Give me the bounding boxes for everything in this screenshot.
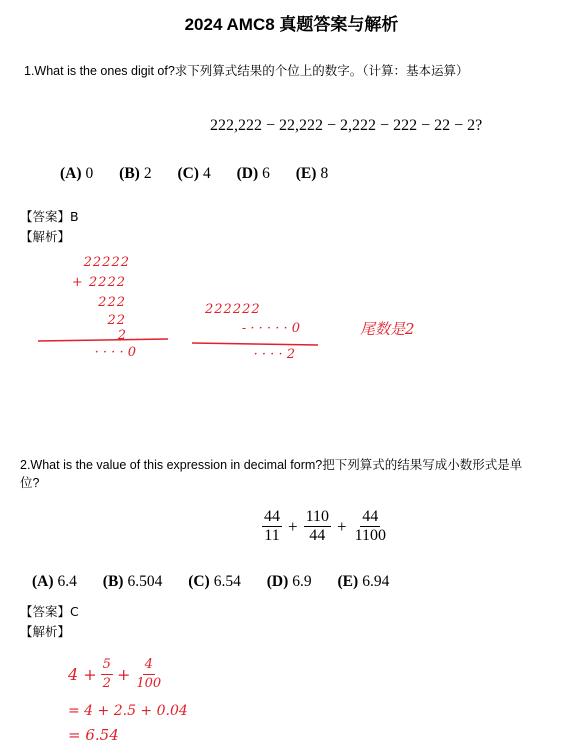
q1-work-line-5: 2: [117, 328, 126, 343]
q2-text-line-1: 2.What is the value of this expression in decimal form?把下列算式的结果写成小数形式是单: [20, 458, 523, 472]
q1-work-line-4: 22: [107, 313, 126, 328]
q1-work-line-6: · · · · 0: [94, 345, 136, 360]
q1-choice-e: (E) 8: [295, 165, 329, 182]
q1-work-line-1: 22222: [83, 255, 130, 270]
q1-choice-c: (C) 4: [177, 165, 211, 182]
q2-plus-1: +: [288, 516, 298, 536]
q2-text: [20, 456, 570, 492]
q2-choice-e: (E) 6.94: [337, 573, 390, 590]
q2-choices: [32, 573, 411, 591]
q2-plus-2: +: [337, 516, 347, 536]
q1-analysis-label: 【解析】: [20, 229, 71, 244]
q2-work-prefix: 4 +: [68, 665, 97, 684]
q1-choices: [60, 165, 350, 183]
q1-work-note: 尾数是2: [360, 320, 415, 338]
q2-expression: [262, 508, 388, 545]
q2-fraction-1: $\frac{44}{11}$: [264, 508, 280, 544]
q2-choice-d: (D) 6.9: [266, 573, 312, 590]
q2-fraction-3: $\frac{44}{1100}$: [354, 508, 386, 544]
q2-work-line-3: = 6.54: [68, 726, 119, 744]
q2-work-plus: +: [116, 665, 131, 684]
q2-work-line-2: = 4 + 2.5 + 0.04: [68, 703, 188, 719]
q2-answer: 【答案】C: [20, 604, 79, 619]
q1-choice-b: (B) 2: [119, 165, 152, 182]
q1-choice-a: (A) 0: [60, 165, 94, 182]
q1-work-line-2: + 2222: [71, 275, 126, 290]
q2-choice-b: (B) 6.504: [102, 573, 163, 590]
q1-answer: 【答案】B: [20, 209, 79, 224]
q1-expression: 222,222 − 22,222 − 2,222 − 222 − 22 − 2?: [210, 117, 483, 134]
q2-fraction-2: $\frac{110}{44}$: [305, 508, 329, 544]
q2-work-line-1: [68, 656, 163, 693]
q1-work-line-3: 222: [98, 295, 126, 310]
q1-work-rule-2: [192, 343, 318, 345]
q2-analysis-label: 【解析】: [20, 624, 71, 639]
page-title: 2024 AMC8 真题答案与解析: [184, 15, 399, 34]
q1-work2-line-2: - · · · · · 0: [241, 321, 300, 336]
q2-work-frac-1: $\frac{5}{2}$: [102, 657, 111, 691]
q2-choice-a: (A) 6.4: [32, 573, 77, 590]
q2-text-line-2: 位?: [20, 476, 40, 490]
q1-work2-line-1: 222222: [205, 302, 261, 317]
q2-choice-c: (C) 6.54: [188, 573, 241, 590]
q1-work2-line-3: · · · · 2: [253, 347, 295, 362]
q1-text: 1.What is the ones digit of?求下列算式结果的个位上的数字。（计算：基本运算）: [24, 64, 469, 78]
q2-work-frac-2: $\frac{4}{100}$: [136, 657, 162, 691]
q1-choice-d: (D) 6: [236, 165, 270, 182]
